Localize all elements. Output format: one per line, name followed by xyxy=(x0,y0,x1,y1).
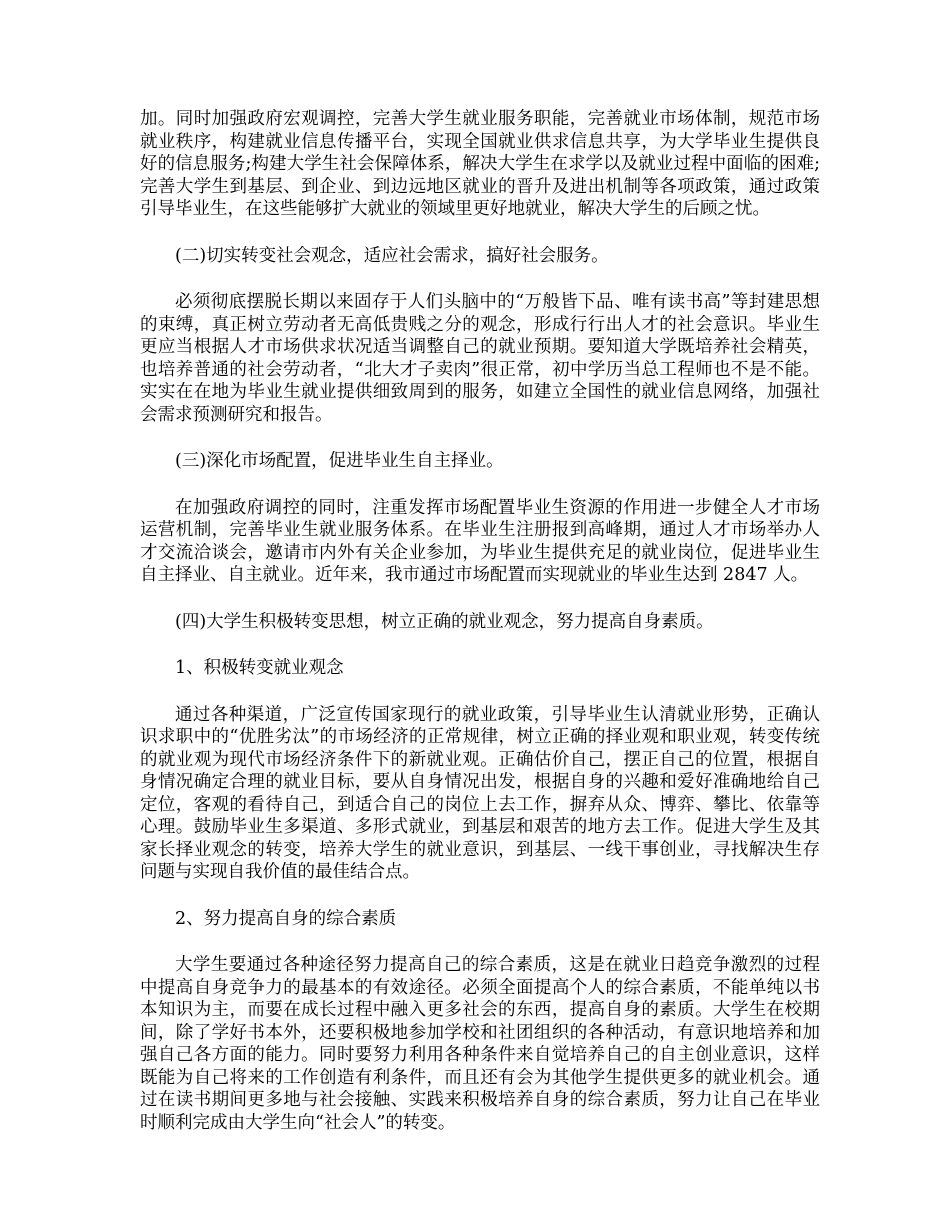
paragraph-continuation: 加。同时加强政府宏观调控，完善大学生就业服务职能，完善就业市场体制，规范市场就业秩序，构建就业信息传播平台，实现全国就业供求信息共享，为大学毕业生提供良好的信息服务;构建大学生社会保障体系，解决大学生在求学以及就业过程中面临的困难;完善大学生到基层、到企业、到边远地区就业的晋升及进出机制等各项政策，通过政策引导毕业生，在这些能够扩大就业的领域里更好地就业，解决大学生的后顾之忧。 xyxy=(140,109,820,219)
document-page xyxy=(140,108,820,1158)
section-heading-3: (三)深化市场配置，促进毕业生自主择业。 xyxy=(175,451,504,471)
section-heading-4: (四)大学生积极转变思想，树立正确的就业观念，努力提高自身素质。 xyxy=(175,611,714,632)
paragraph-market-allocation: 在加强政府调控的同时，注重发挥市场配置毕业生资源的作用进一步健全人才市场运营机制，完善毕业生就业服务体系。在毕业生注册报到高峰期，通过人才市场举办人才交流洽谈会，邀请市内外有关企业参加，为毕业生提供充足的就业岗位，促进毕业生自主择业、自主就业。近年来，我市通过市场配置而实现就业的毕业生达到 2847 人。 xyxy=(140,497,820,585)
paragraph-comprehensive-quality: 大学生要通过各种途径努力提高自己的综合素质，这是在就业日趋竞争激烈的过程中提高自身竞争力的最基本的有效途径。必须全面提高个人的综合素质，不能单纯以书本知识为主，而要在成长过程中融入更多社会的东西，提高自身的素质。大学生在校期间，除了学好书本外，还要积极地参加学校和社团组织的各种活动，有意识地培养和加强自己各方面的能力。同时要努力利用各种条件来自觉培养自己的自主创业意识，这样既能为自己将来的工作创造有利条件，而且还有会为其他学生提供更多的就业机会。通过在读书期间更多地与社会接触、实践来积极培养自身的综合素质，努力让自己在毕业时顺利完成由大学生向“社会人”的转变。 xyxy=(140,955,820,1133)
subheading-4-2: 2、努力提高自身的综合素质 xyxy=(175,908,397,929)
subheading-4-1: 1、积极转变就业观念 xyxy=(175,658,344,678)
paragraph-employment-concept: 通过各种渠道，广泛宣传国家现行的就业政策，引导毕业生认清就业形势，正确认识求职中的“优胜劣汰”的市场经济的正常规律，树立正确的择业观和职业观，转变传统的就业观为现代市场经济条件下的新就业观。正确估价自己，摆正自己的位置，根据自身情况确定合理的就业目标，要从自身情况出发，根据自身的兴趣和爱好准确地给自己定位，客观的看待自己，到适合自己的岗位上去工作，摒弃从众、博弈、攀比、依靠等心理。鼓励毕业生多渠道、多形式就业，到基层和艰苦的地方去工作。促进大学生及其家长择业观念的转变，培养大学生的就业意识，到基层、一线干事创业，寻找解决生存问题与实现自我价值的最佳结合点。 xyxy=(140,704,820,882)
paragraph-social-concepts: 必须彻底摆脱长期以来固存于人们头脑中的“万般皆下品、唯有读书高”等封建思想的束缚，真正树立劳动者无高低贵贱之分的观念，形成行行出人才的社会意识。毕业生更应当根据人才市场供求状况适当调整自己的就业预期。要知道大学既培养社会精英，也培养普通的社会劳动者，“北大才子卖肉”很正常，初中学历当总工程师也不是不能。实实在在地为毕业生就业提供细致周到的服务，如建立全国性的就业信息网络，加强社会需求预测研究和报告。 xyxy=(140,292,820,425)
section-heading-2: (二)切实转变社会观念，适应社会需求，搞好社会服务。 xyxy=(175,245,609,266)
